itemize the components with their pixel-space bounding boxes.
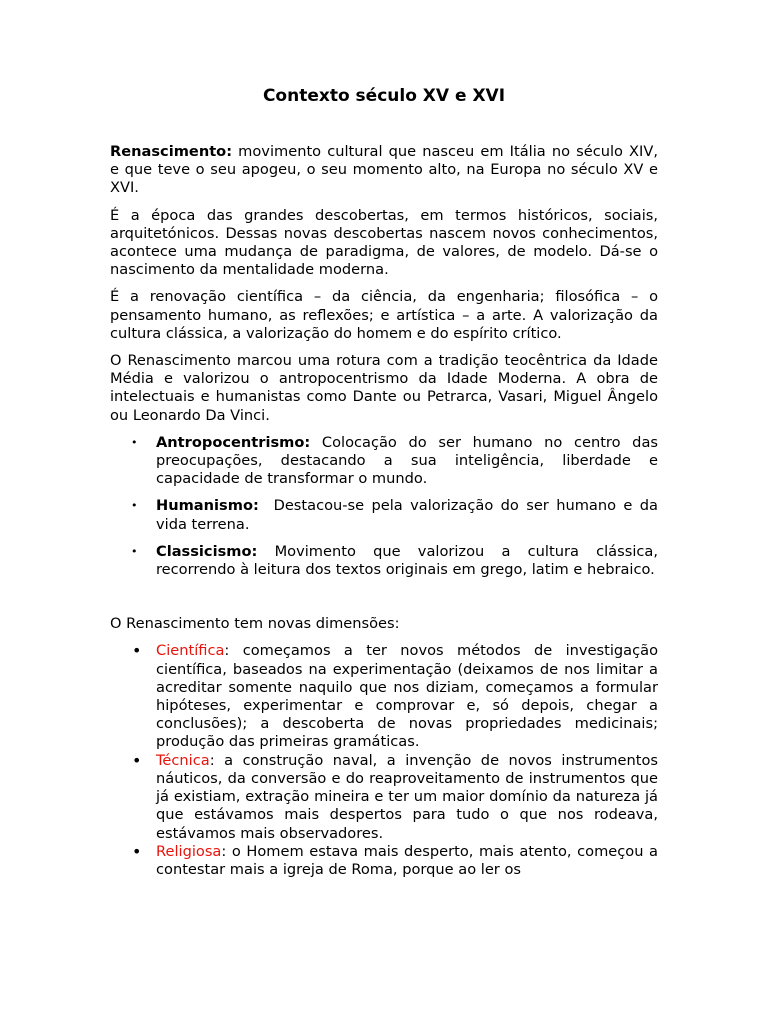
list-item-religiosa — [110, 843, 658, 879]
bullet-icon: • — [131, 544, 138, 558]
term-humanismo: Humanismo: — [156, 497, 259, 515]
document-title: Contexto século XV e XVI — [262, 86, 506, 106]
term-classicismo: Classicismo: — [156, 542, 258, 560]
term-cientifica: Científica — [156, 642, 225, 660]
definition-classicismo: Movimento que valorizou a cultura clássica, recorrendo à leitura dos textos originais em grego, latim e hebraico. — [156, 542, 658, 579]
term-religiosa: Religiosa — [156, 842, 222, 860]
description-tecnica: : a construção naval, a invenção de novos instrumentos náuticos, da conversão e do reaproveitamento de instrumentos que já existiam, extração mineira e ter um maior domínio da natureza já que estávamos mais despertos para tudo o que nos rodeava, estávamos mais observadores. — [156, 751, 658, 842]
term-antropocentrismo: Antropocentrismo: — [156, 433, 311, 451]
document-page — [110, 86, 663, 879]
description-cientifica: : começamos a ter novos métodos de investigação científica, baseados na experimentação (deixamos de nos limitar a acreditar somente naquilo que nos diziam, começamos a formular hipóteses, experimentar e comprovar e, só depois, chegar a conclusões); a descoberta de novas propriedades medicinais; produção das primeiras gramáticas. — [156, 642, 658, 751]
concepts-list — [110, 433, 663, 579]
list-item-classicismo — [110, 543, 658, 579]
term-tecnica: Técnica — [156, 751, 210, 769]
dimensions-intro: O Renascimento tem novas dimensões: — [110, 615, 400, 633]
paragraph-renovacao: É a renovação científica – da ciência, da engenharia; filosófica – o pensamento humano, as reflexões; e artística – a arte. A valorização da cultura clássica, a valorização do homem e do espírito crítico. — [110, 288, 658, 342]
list-item-humanismo — [110, 497, 663, 533]
definition-antropocentrismo: Colocação do ser humano no centro das preocupações, destacando a sua inteligência, liberdade e capacidade de transformar o mundo. — [156, 433, 658, 488]
spacer — [110, 588, 658, 615]
term-renascimento: Renascimento: — [110, 143, 233, 160]
list-item-antropocentrismo — [110, 434, 658, 489]
dimensions-list — [110, 642, 658, 879]
definition-humanismo: Destacou-se pela valorização do ser humano e da vida terrena. — [156, 497, 663, 533]
bullet-icon: • — [132, 841, 142, 861]
bullet-icon: • — [131, 499, 138, 513]
paragraph-renascimento — [110, 143, 658, 198]
bullet-icon: • — [132, 750, 142, 770]
bullet-icon: • — [132, 641, 142, 661]
bullet-icon: • — [131, 435, 138, 449]
list-item-tecnica — [110, 752, 658, 843]
paragraph-descobertas: É a época das grandes descobertas, em termos históricos, sociais, arquitetónicos. Dessas novas descobertas nascem novos conhecimentos, acontece uma mudança de paradigma, de valores, de modelo. Dá-se o nascimento da mentalidade moderna. — [110, 206, 658, 279]
description-religiosa: : o Homem estava mais desperto, mais atento, começou a contestar mais a igreja de Roma, porque ao ler os — [156, 842, 658, 878]
list-item-cientifica — [110, 642, 658, 751]
paragraph-rotura: O Renascimento marcou uma rotura com a tradição teocêntrica da Idade Média e valorizou o antropocentrismo da Idade Moderna. A obra de intelectuais e humanistas como Dante ou Petrarca, Vasari, Miguel Ângelo ou Leonardo Da Vinci. — [110, 352, 658, 424]
paragraph-renascimento-text: movimento cultural que nasceu em Itália no século XIV, e que teve o seu apogeu, o seu momento alto, na Europa no século XV e XVI. — [110, 143, 658, 197]
